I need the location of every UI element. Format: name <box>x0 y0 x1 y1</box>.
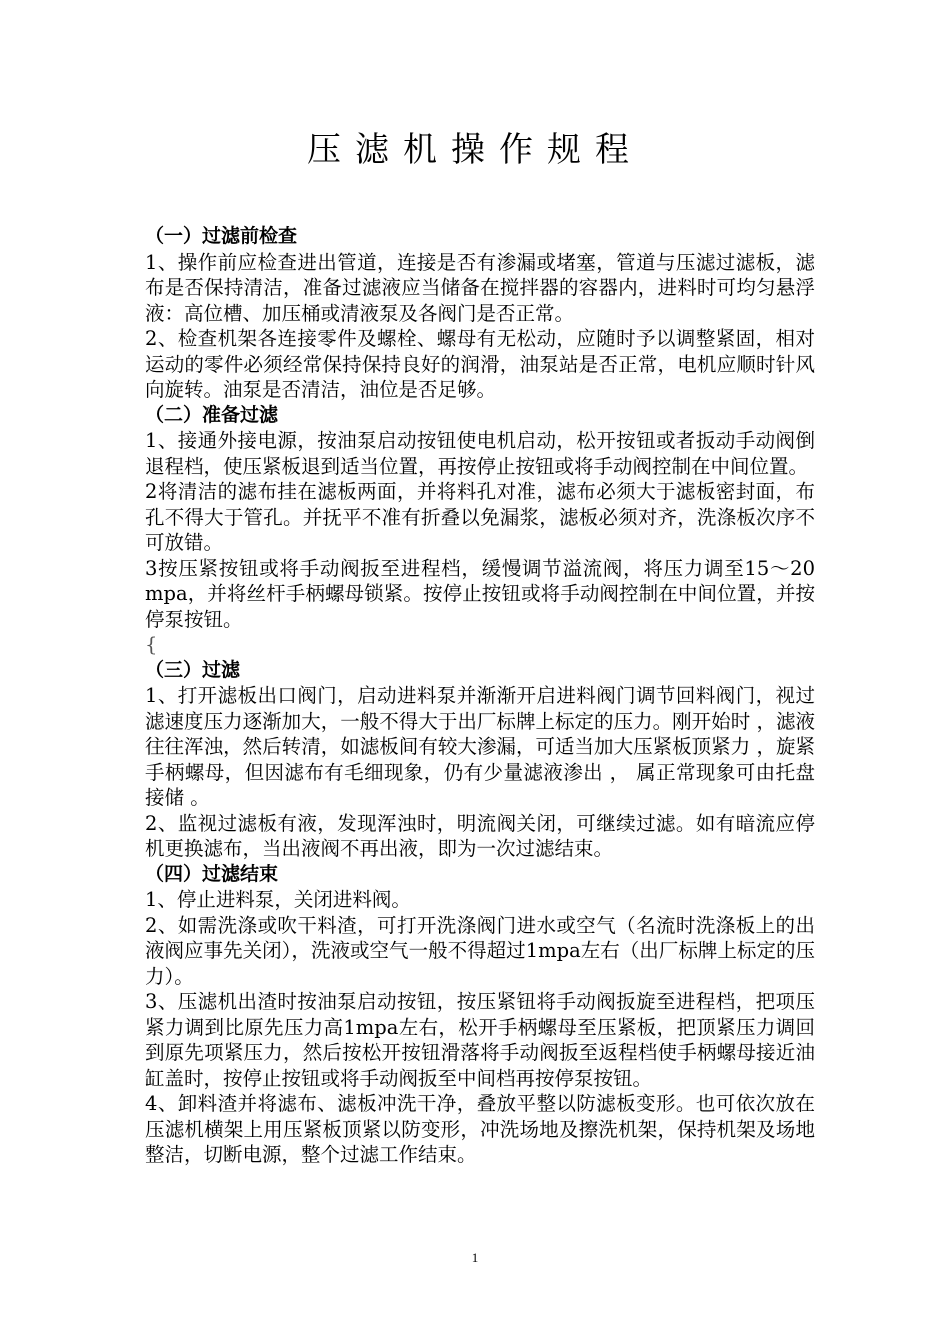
paragraph: 2、监视过滤板有液，发现浑浊时，明流阀关闭，可继续过滤。如有暗流应停机更换滤布，当出液阀不再出液，即为一次过滤结束。 <box>145 811 815 860</box>
paragraph: 2、检查机架各连接零件及螺栓、螺母有无松动，应随时予以调整紧固，相对运动的零件必须经常保持保持良好的润滑，油泵站是否正常，电机应顺时针风向旋转。油泵是否清洁，油位是否足够。 <box>145 327 815 401</box>
section-heading: （二）准备过滤 <box>145 403 279 426</box>
section-pre-filter-check <box>145 224 815 403</box>
section-heading: （一）过滤前检查 <box>145 225 298 247</box>
stray-mark: { <box>145 633 158 656</box>
section-heading: （三）过滤 <box>145 658 241 681</box>
paragraph: 1、停止进料泵，关闭进料阀。 <box>145 888 411 911</box>
document-title: 压滤机操作规程 <box>307 130 643 170</box>
page-number: 1 <box>471 1250 479 1265</box>
paragraph: 1、接通外接电源，按油泵启动按钮使电机启动，松开按钮或者扳动手动阀倒退程档，使压紧板退到适当位置，再按停止按钮或将手动阀控制在中间位置。 <box>145 429 815 478</box>
paragraph: 4、卸料渣并将滤布、滤板冲洗干净，叠放平整以防滤板变形。也可依次放在压滤机横架上用压紧板顶紧以防变形，冲洗场地及擦洗机架，保持机架及场地整洁，切断电源，整个过滤工作结束。 <box>145 1092 815 1166</box>
paragraph: 3按压紧按钮或将手动阀扳至进程档，缓慢调节溢流阀，将压力调至15～20 mpa，并将丝杆手柄螺母锁紧。按停止按钮或将手动阀控制在中间位置，并按 停泵按钮。 <box>145 556 841 631</box>
paragraph: 1、打开滤板出口阀门，启动进料泵并渐渐开启进料阀门调节回料阀门，视过滤速度压力逐渐加大，一般不得大于出厂标牌上标定的压力。刚开始时 ，滤液 往往浑浊，然后转清，如滤板间有较大渗漏，可适当加大压紧板顶紧力 ，旋紧手柄螺母，但因滤布有毛细现象，仍有少量滤液渗出 ， 属正常现象可由托盘接储 。 <box>145 684 815 809</box>
paragraph: 2将清洁的滤布挂在滤板两面，并将料孔对准，滤布必须大于滤板密封面，布孔不得大于管孔。并抚平不准有折叠以免漏浆，滤板必须对齐，洗涤板次序不可放错。 <box>145 480 815 554</box>
section-filter-end <box>145 862 815 1168</box>
paragraph: 2、如需洗涤或吹干料渣，可打开洗涤阀门进水或空气（名流时洗涤板上的出液阀应事先关闭），洗液或空气一般不得超过1mpa左右（出厂标牌上标定的压力）。 <box>145 913 815 988</box>
section-heading: （四）过滤结束 <box>145 862 279 885</box>
paragraph: 3、压滤机出渣时按油泵启动按钮，按压紧钮将手动阀扳旋至进程档，把项压紧力调到比原先压力高1mpa左右，松开手柄螺母至压紧板，把顶紧压力调回到原先项紧压力，然后按松开按钮滑落将手动阀扳至返程档使手柄螺母接近油缸盖时，按停止按钮或将手动阀扳至中间档再按停泵按钮。 <box>145 990 815 1090</box>
section-prepare-filter <box>145 403 841 658</box>
document-body <box>145 224 841 1168</box>
section-filtering <box>145 658 815 862</box>
paragraph: 1、操作前应检查进出管道，连接是否有渗漏或堵塞，管道与压滤过滤板，滤布是否保持清洁，准备过滤液应当储备在搅拌器的容器内，进料时可均匀悬浮液：高位槽、加压桶或清液泵及各阀门是否正常。 <box>145 250 815 325</box>
